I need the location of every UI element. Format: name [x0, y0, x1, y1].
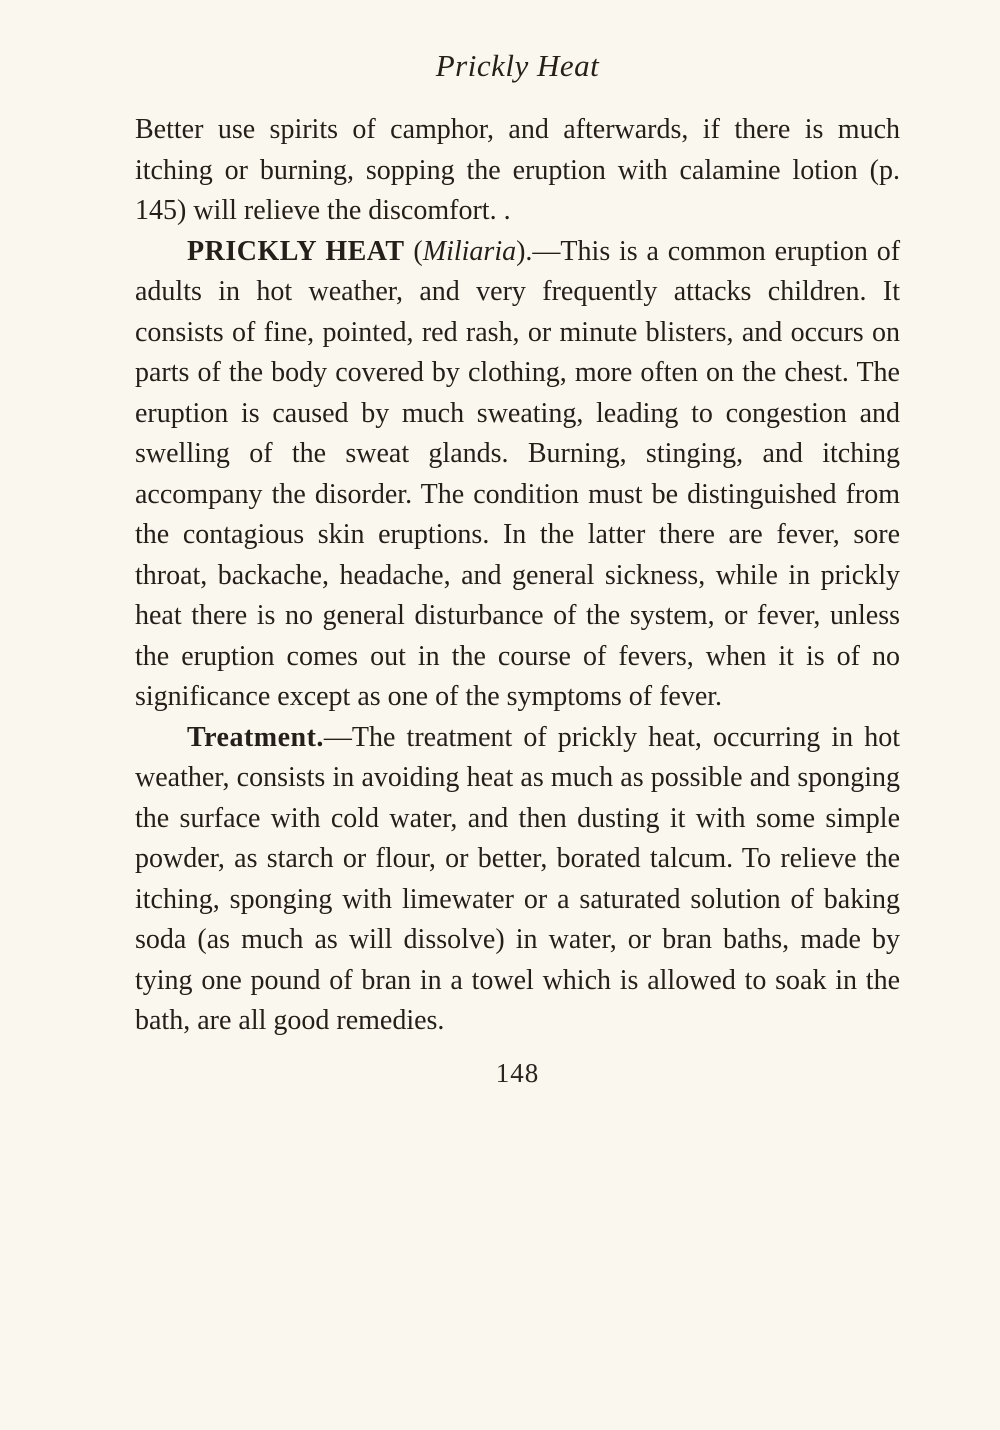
paragraph [135, 718, 900, 1042]
running-head-title: Prickly Heat [435, 48, 600, 83]
page-body [135, 110, 900, 1042]
text-run-normal: —The treatment of prickly heat, occurring in hot weather, consists in avoiding heat as much as possible and sponging the surface with cold water, and then dusting it with some simple powder, as starch or flour, or better, borated talcum. To relieve the itching, sponging with limewater or a saturated solution of baking soda (as much as will dissolve) in water, or bran baths, made by tying one pound of bran in a towel which is allowed to soak in the bath, are all good remedies. [135, 721, 900, 1036]
text-run-italic: Miliaria [422, 235, 517, 267]
text-run-normal: Better use spirits of camphor, and afterwards, if there is much itching or burning, sopping the eruption with calamine lotion (p. 145) will relieve the discomfort. . [135, 114, 900, 226]
text-run-bold: Treatment. [187, 721, 324, 753]
text-run-normal: ( [404, 235, 423, 267]
paragraph [135, 232, 900, 718]
text-run-bold: PRICKLY HEAT [187, 235, 405, 267]
text-run-normal: ).—This is a common eruption of adults in hot weather, and very frequently attacks children. It consists of fine, pointed, red rash, or minute blisters, and occurs on parts of the body covered by clothing, more often on the chest. The eruption is caused by much sweating, leading to congestion and swelling of the sweat glands. Burning, stinging, and itching accompany the disorder. The condition must be distinguished from the contagious skin eruptions. In the latter there are fever, sore throat, backache, headache, and general sickness, while in prickly heat there is no general disturbance of the system, or fever, unless the eruption comes out in the course of fevers, when it is of no significance except as one of the symptoms of fever. [135, 235, 901, 712]
paragraph [135, 110, 900, 232]
page-number: 148 [495, 1057, 540, 1088]
